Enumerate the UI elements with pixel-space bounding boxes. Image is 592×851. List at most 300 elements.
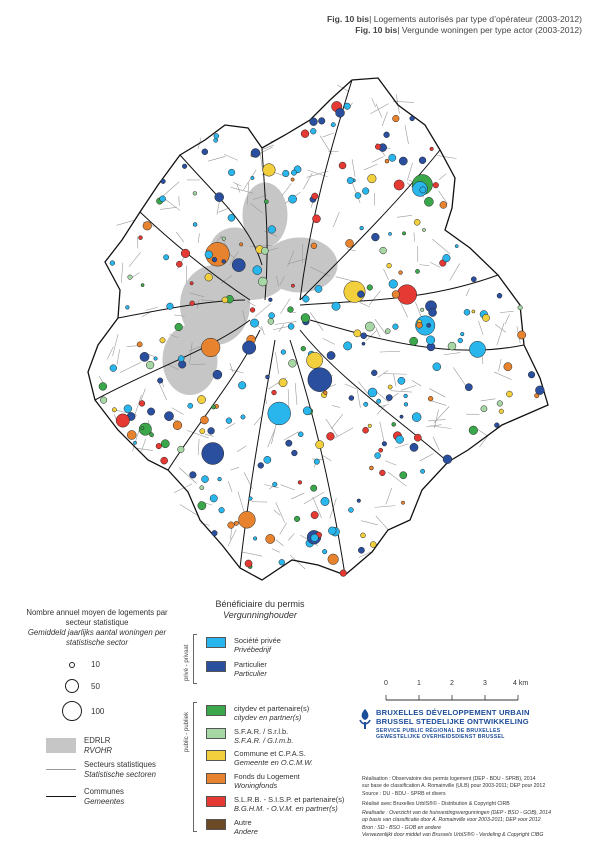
housing-circle	[393, 324, 399, 330]
legend-communes	[46, 787, 124, 806]
housing-circle	[291, 170, 296, 175]
housing-circle	[298, 480, 302, 484]
sector-boundary	[383, 269, 388, 280]
housing-circle	[197, 395, 205, 403]
housing-circle	[420, 308, 424, 312]
sector-boundary	[281, 485, 295, 490]
sector-boundary	[498, 359, 501, 371]
housing-circle	[387, 263, 392, 268]
housing-circle	[455, 245, 458, 248]
logo-line-4: GEWESTELIJKE OVERHEIDSDIENST BRUSSEL	[376, 734, 505, 740]
housing-circle	[133, 441, 136, 444]
sector-boundary	[172, 408, 184, 415]
beneficiary-title	[200, 599, 320, 621]
housing-circle	[311, 243, 317, 249]
housing-circle	[347, 177, 353, 183]
logo-line-1: BRUXELLES DÉVELOPPEMENT URBAIN	[376, 708, 530, 717]
sector-boundary	[375, 506, 396, 508]
housing-circle	[327, 432, 335, 440]
housing-circle	[200, 429, 205, 434]
sectors-label-fr: Secteurs statistiques	[84, 760, 156, 769]
category-label-nl: Andere	[234, 827, 258, 836]
sector-boundary	[478, 430, 487, 436]
sector-boundary	[420, 453, 434, 460]
housing-circle	[288, 307, 294, 313]
sector-boundary	[134, 395, 141, 417]
housing-circle	[312, 215, 320, 223]
category-label-fr: Société privée	[234, 636, 281, 645]
beneficiary-category	[206, 772, 300, 790]
housing-circle	[311, 485, 317, 491]
scale-tick-label: 0	[384, 680, 388, 687]
category-label-fr: Commune et C.P.A.S.	[234, 749, 306, 758]
sector-boundary	[412, 380, 421, 386]
figure-number: Fig. 10 bis	[327, 14, 370, 24]
sector-boundary	[357, 389, 360, 408]
sector-boundary	[205, 434, 214, 437]
housing-circle	[193, 222, 197, 226]
logo-line-3: SERVICE PUBLIC RÉGIONAL DE BRUXELLES	[376, 728, 501, 734]
housing-circle	[140, 352, 149, 361]
housing-circle	[241, 415, 245, 419]
housing-circle	[251, 176, 254, 179]
beneficiary-category	[206, 660, 267, 678]
sector-boundary	[198, 439, 199, 455]
housing-circle	[301, 346, 306, 351]
housing-circle	[389, 280, 398, 289]
category-label-fr: S.L.R.B. - S.I.S.P. et partenaire(s)	[234, 795, 345, 804]
housing-circle	[506, 391, 512, 397]
sector-boundary	[369, 291, 380, 305]
sector-boundary	[145, 307, 157, 310]
housing-circle	[234, 521, 238, 525]
credit-line: Réalisé avec Bruxelles UrbIS®© - Distribution & Copyright CIRB	[362, 801, 510, 808]
housing-circle	[190, 282, 193, 285]
sector-boundary	[376, 104, 382, 118]
category-swatch	[206, 705, 226, 716]
housing-circle	[239, 243, 242, 246]
housing-circle	[201, 338, 220, 357]
legend-sectors	[46, 760, 156, 779]
sector-boundary	[430, 262, 440, 267]
sector-boundary	[280, 522, 287, 534]
housing-circle	[222, 260, 226, 264]
housing-circle	[261, 247, 268, 254]
housing-circle	[147, 408, 154, 415]
housing-circle	[310, 128, 316, 134]
housing-circle	[499, 409, 504, 414]
housing-circle	[268, 226, 276, 234]
housing-circle	[178, 361, 186, 369]
sector-boundary	[282, 183, 291, 195]
housing-circle	[397, 285, 417, 305]
housing-circle	[190, 472, 197, 479]
housing-circle	[368, 424, 372, 428]
sector-boundary	[129, 252, 140, 266]
sector-boundary	[255, 303, 271, 316]
housing-circle	[200, 486, 204, 490]
sector-boundary	[113, 334, 119, 356]
housing-circle	[212, 530, 218, 536]
sector-boundary	[208, 156, 225, 161]
housing-circle	[175, 323, 183, 331]
housing-circle	[202, 476, 209, 483]
housing-circle	[238, 382, 246, 390]
brussels-map	[0, 40, 592, 600]
housing-circle	[301, 130, 309, 138]
housing-circle	[430, 147, 434, 151]
category-swatch	[206, 637, 226, 648]
housing-circle	[127, 430, 136, 439]
sector-boundary	[331, 414, 343, 429]
housing-circle	[469, 426, 478, 435]
housing-circle	[518, 331, 526, 339]
size-circle-large	[62, 701, 82, 721]
housing-circle	[349, 396, 354, 401]
sector-boundary	[432, 239, 450, 254]
commune-line-swatch	[46, 796, 76, 797]
scale-tick-label: 4 km	[513, 680, 529, 687]
sector-boundary	[174, 484, 192, 493]
housing-circle	[306, 352, 322, 368]
housing-circle	[312, 193, 318, 199]
housing-circle	[112, 408, 116, 412]
housing-circle	[414, 434, 421, 441]
housing-circle	[286, 440, 292, 446]
housing-circle	[110, 261, 115, 266]
housing-circle	[357, 291, 364, 298]
sector-boundary	[231, 187, 253, 193]
housing-circle	[339, 162, 346, 169]
housing-circle	[464, 309, 470, 315]
housing-circle	[181, 249, 190, 258]
edrlr-label-fr: EDRLR	[84, 736, 111, 745]
housing-circle	[141, 284, 144, 287]
housing-circle	[228, 214, 235, 221]
category-label-nl: Woningfonds	[234, 781, 278, 790]
housing-circle	[272, 390, 277, 395]
housing-circle	[497, 293, 502, 298]
category-label-nl: Particulier	[234, 669, 267, 678]
sector-boundary	[453, 367, 466, 386]
sector-boundary	[242, 552, 262, 556]
housing-circle	[398, 377, 405, 384]
housing-circle	[379, 448, 383, 452]
sector-boundary	[230, 363, 233, 372]
sector-boundary	[386, 488, 392, 505]
housing-circle	[160, 338, 165, 343]
housing-circle	[370, 541, 376, 547]
housing-circles-layer	[99, 101, 544, 576]
housing-circle	[143, 222, 152, 231]
sector-boundary	[361, 521, 378, 525]
housing-circle	[219, 507, 225, 513]
housing-circle	[141, 427, 144, 430]
sector-boundary	[466, 288, 469, 296]
category-label-fr: Fonds du Logement	[234, 772, 300, 781]
housing-circle	[385, 329, 390, 334]
group-label-private: privé - privaat	[184, 644, 190, 681]
housing-circle	[222, 297, 228, 303]
housing-circle	[215, 193, 224, 202]
size-label: 50	[91, 681, 100, 691]
sector-boundary	[160, 207, 177, 209]
housing-circle	[371, 233, 379, 241]
category-label-fr: Autre	[234, 818, 252, 827]
housing-circle	[433, 182, 439, 188]
category-label-nl: Privébedrijf	[234, 645, 271, 654]
housing-circle	[311, 511, 318, 518]
size-circle-small	[69, 662, 75, 668]
housing-circle	[412, 413, 421, 422]
housing-circle	[368, 174, 377, 183]
sector-boundary	[107, 347, 113, 360]
group-label-public: public - publiek	[184, 711, 190, 752]
housing-circle	[138, 236, 142, 240]
housing-circle	[250, 308, 255, 313]
housing-circle	[182, 164, 187, 169]
housing-circle	[303, 296, 310, 303]
housing-circle	[376, 399, 380, 403]
category-label-fr: Particulier	[234, 660, 267, 669]
sector-boundary	[352, 159, 355, 177]
housing-circle	[528, 371, 535, 378]
sector-boundary	[495, 324, 506, 332]
commune-boundary	[240, 340, 275, 568]
size-label: 10	[91, 660, 100, 669]
housing-circle	[232, 258, 245, 271]
housing-circle	[202, 443, 224, 465]
housing-circle	[202, 149, 208, 155]
housing-circle	[258, 277, 267, 286]
sector-boundary	[228, 530, 236, 546]
housing-circle	[375, 144, 381, 150]
housing-circle	[193, 191, 197, 195]
housing-circle	[471, 277, 476, 282]
housing-circle	[161, 440, 169, 448]
housing-circle	[348, 507, 353, 512]
housing-circle	[178, 446, 185, 453]
housing-circle	[428, 396, 433, 401]
housing-circle	[433, 363, 441, 371]
housing-circle	[371, 370, 377, 376]
figure-title-fr	[162, 14, 582, 25]
sector-boundary	[429, 389, 445, 398]
housing-circle	[357, 499, 361, 503]
housing-circle	[429, 309, 437, 317]
housing-circle	[214, 134, 219, 139]
housing-circle	[365, 322, 374, 331]
housing-circle	[265, 375, 269, 379]
size-label: 100	[91, 706, 105, 716]
credit-line: sur base de classification A. Romainville (ULB) pour 2003-2011; DEP pour 2012	[362, 783, 546, 790]
housing-circle	[415, 269, 419, 273]
sector-lines-layer	[99, 85, 520, 569]
sector-boundary	[481, 399, 496, 401]
housing-circle	[331, 122, 335, 126]
beneficiary-category	[206, 727, 293, 745]
housing-circle	[384, 132, 390, 138]
housing-circle	[214, 138, 218, 142]
housing-circle	[323, 391, 327, 395]
housing-circle	[328, 554, 339, 565]
housing-circle	[394, 180, 404, 190]
beneficiary-title-nl: Vergunninghouder	[223, 610, 297, 620]
beneficiary-category	[206, 636, 281, 654]
housing-circle	[124, 405, 132, 413]
housing-circle	[482, 314, 489, 321]
housing-circle	[198, 502, 206, 510]
beneficiary-category	[206, 749, 313, 767]
sector-boundary	[288, 534, 294, 541]
sector-boundary	[375, 319, 386, 335]
housing-circle	[176, 261, 182, 267]
housing-circle	[400, 472, 407, 479]
sector-boundary	[433, 437, 439, 451]
sector-boundary	[179, 196, 180, 205]
housing-circle	[355, 193, 361, 199]
housing-circle	[375, 453, 381, 459]
credit-line: Realisatie : Overzicht van de huisvestingsvergunningen (DEP - BSO - GOB), 2014	[362, 810, 551, 816]
housing-circle	[402, 232, 405, 235]
housing-circle	[361, 533, 366, 538]
housing-circle	[116, 414, 129, 427]
housing-circle	[137, 342, 142, 347]
housing-circle	[367, 285, 373, 291]
figure-title-text: | Logements autorisés par type d’opérateur (2003-2012)	[369, 14, 582, 24]
housing-circle	[327, 351, 335, 359]
housing-circle	[399, 157, 407, 165]
housing-circle	[213, 370, 222, 379]
sector-boundary	[391, 391, 412, 392]
size-legend-50	[62, 679, 100, 693]
sector-boundary	[228, 481, 232, 492]
sector-boundary	[295, 383, 297, 405]
housing-circle	[173, 421, 182, 430]
figure-number: Fig. 10 bis	[355, 25, 398, 35]
sector-boundary	[397, 215, 412, 217]
housing-circle	[178, 356, 184, 362]
housing-circle	[388, 385, 392, 389]
housing-circle	[125, 305, 129, 309]
housing-circle	[336, 108, 345, 117]
housing-circle	[448, 342, 456, 350]
housing-circle	[100, 397, 107, 404]
housing-circle	[99, 383, 107, 391]
housing-circle	[443, 254, 451, 262]
housing-circle	[228, 169, 235, 176]
sector-boundary	[401, 386, 416, 391]
housing-circle	[369, 466, 373, 470]
logo-line-2: BRUSSEL STEDELIJKE ONTWIKKELING	[376, 717, 529, 726]
credit-line: Source : DU - BDU - SPRB et divers	[362, 790, 446, 797]
communes-label-fr: Communes	[84, 787, 124, 796]
beneficiary-category	[206, 704, 309, 722]
housing-circle	[382, 441, 387, 446]
housing-circle	[279, 379, 287, 387]
housing-circle	[160, 196, 166, 202]
size-legend-10	[62, 660, 100, 669]
housing-circle	[361, 333, 367, 339]
housing-circle	[157, 378, 162, 383]
housing-circle	[410, 116, 415, 121]
sector-boundary	[334, 428, 353, 439]
housing-circle	[258, 462, 264, 468]
sector-boundary	[376, 327, 380, 337]
housing-circle	[212, 257, 217, 262]
sector-boundary	[291, 493, 304, 499]
housing-circle	[314, 459, 319, 464]
scale-bar	[380, 680, 530, 710]
private-bracket	[193, 634, 197, 684]
category-label-fr: citydev et partenaire(s)	[234, 704, 310, 713]
housing-circle	[419, 157, 426, 164]
sector-boundary	[385, 461, 396, 465]
sector-boundary	[226, 423, 236, 429]
housing-circle	[264, 456, 271, 463]
credit-line: Réalisation : Observatoire des permis logement (DEP - BDU - SPRB), 2014	[362, 776, 536, 782]
sector-boundary	[275, 352, 278, 374]
category-swatch	[206, 819, 226, 830]
sector-boundary	[121, 263, 123, 283]
category-label-nl: S.F.A.R. / G.I.m.b.	[234, 736, 294, 745]
beneficiary-title-fr: Bénéficiaire du permis	[215, 599, 305, 609]
sector-boundary	[505, 314, 509, 324]
sector-boundary	[237, 446, 246, 452]
housing-circle	[426, 336, 435, 345]
sector-boundary	[333, 212, 339, 227]
housing-circle	[410, 443, 418, 451]
housing-circle	[316, 441, 324, 449]
sector-boundary	[439, 174, 446, 180]
housing-circle	[379, 470, 385, 476]
housing-circle	[362, 342, 365, 345]
housing-circle	[310, 118, 318, 126]
housing-circle	[380, 247, 387, 254]
housing-circle	[208, 427, 215, 434]
housing-circle	[443, 455, 452, 464]
category-swatch	[206, 661, 226, 672]
housing-circle	[269, 313, 275, 319]
sector-boundary	[271, 423, 276, 444]
housing-circle	[211, 405, 215, 409]
housing-circle	[332, 302, 340, 310]
scale-tick-label: 3	[483, 680, 487, 687]
sector-boundary	[437, 156, 456, 159]
housing-circle	[399, 271, 403, 275]
credit-line: Bron : SD - BSO - GOB en andere	[362, 824, 441, 831]
housing-circle	[110, 365, 117, 372]
housing-circle	[291, 284, 294, 287]
housing-circle	[465, 384, 472, 391]
sector-boundary	[450, 263, 460, 280]
housing-circle	[263, 164, 276, 177]
sector-boundary	[500, 311, 513, 312]
sector-boundary	[444, 353, 461, 355]
sectors-label-nl: Statistische sectoren	[84, 769, 156, 779]
housing-circle	[469, 341, 485, 357]
housing-circle	[494, 423, 499, 428]
housing-circle	[389, 154, 396, 161]
edrlr-label-nl: RVOHR	[84, 745, 113, 755]
housing-circle	[363, 427, 369, 433]
housing-circle	[250, 319, 258, 327]
housing-circle	[226, 418, 232, 424]
housing-circle	[279, 559, 285, 565]
housing-circle	[251, 149, 260, 158]
housing-circle	[222, 237, 226, 241]
housing-circle	[163, 255, 168, 260]
